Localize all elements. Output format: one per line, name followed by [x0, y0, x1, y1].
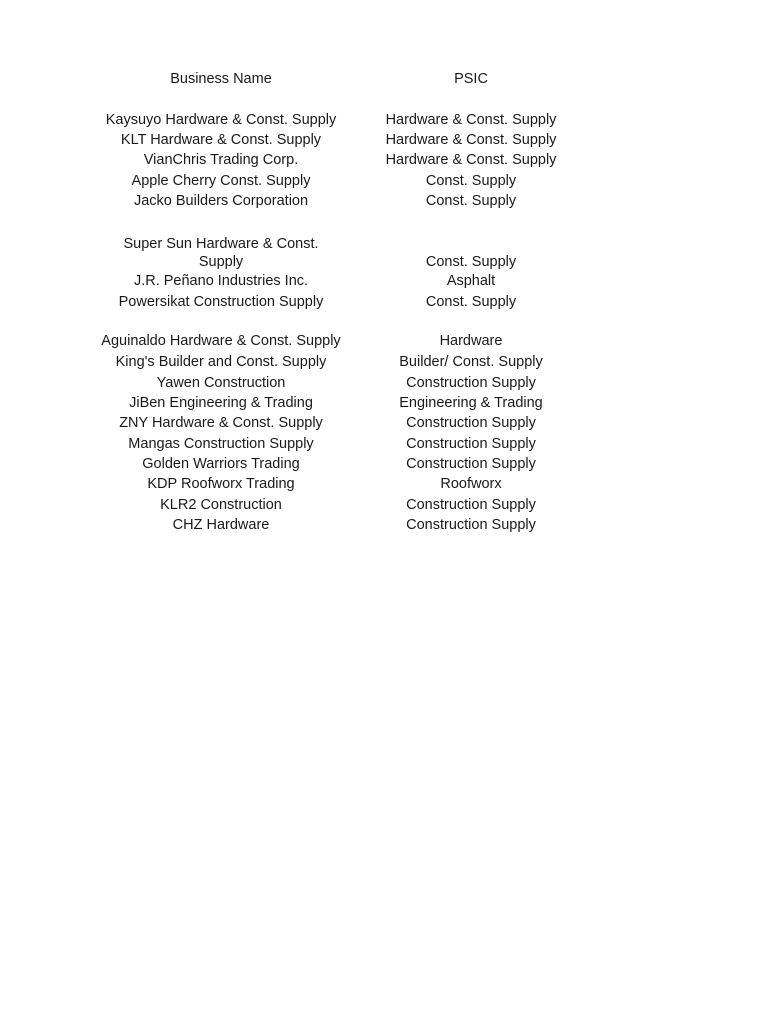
business-name-cell: KLR2 Construction — [160, 497, 282, 513]
business-name-cell: Mangas Construction Supply — [128, 436, 314, 452]
business-name-cell: VianChris Trading Corp. — [143, 152, 299, 168]
header-business-name: Business Name — [170, 71, 272, 87]
business-name-cell: KDP Roofworx Trading — [147, 476, 295, 492]
psic-cell: Const. Supply — [425, 173, 517, 189]
psic-cell: Construction Supply — [406, 517, 536, 533]
psic-cell: Hardware & Const. Supply — [385, 112, 557, 128]
psic-cell: Roofworx — [440, 476, 502, 492]
business-name-cell: Kaysuyo Hardware & Const. Supply — [105, 112, 337, 128]
business-name-cell: King's Builder and Const. Supply — [115, 354, 327, 370]
business-name-cell: ZNY Hardware & Const. Supply — [119, 415, 323, 431]
business-name-cell: JiBen Engineering & Trading — [129, 395, 313, 411]
business-name-cell: J.R. Peñano Industries Inc. — [133, 273, 309, 289]
psic-cell: Asphalt — [446, 273, 496, 289]
psic-cell: Construction Supply — [406, 456, 536, 472]
business-name-cell: Golden Warriors Trading — [142, 456, 300, 472]
psic-cell: Hardware & Const. Supply — [385, 152, 557, 168]
psic-cell: Construction Supply — [406, 375, 536, 391]
psic-cell: Hardware & Const. Supply — [385, 132, 557, 148]
business-name-cell: Yawen Construction — [156, 375, 286, 391]
psic-cell: Construction Supply — [406, 436, 536, 452]
business-name-cell: Jacko Builders Corporation — [133, 193, 309, 209]
psic-cell: Construction Supply — [406, 497, 536, 513]
psic-cell: Builder/ Const. Supply — [399, 354, 543, 370]
header-psic: PSIC — [454, 71, 488, 87]
psic-cell: Hardware — [439, 333, 503, 349]
psic-cell: Const. Supply — [425, 294, 517, 310]
business-name-cell: KLT Hardware & Const. Supply — [120, 132, 322, 148]
business-name-cell: Aguinaldo Hardware & Const. Supply — [101, 333, 341, 349]
business-name-cell: Apple Cherry Const. Supply — [131, 173, 311, 189]
psic-cell: Construction Supply — [406, 415, 536, 431]
business-name-cell: CHZ Hardware — [172, 517, 270, 533]
business-name-cell: Powersikat Construction Supply — [118, 294, 324, 310]
psic-cell: Const. Supply — [425, 254, 517, 270]
psic-cell: Engineering & Trading — [399, 395, 543, 411]
business-name-cell-line1: Super Sun Hardware & Const. — [123, 236, 319, 252]
psic-cell: Const. Supply — [425, 193, 517, 209]
business-name-cell-line2: Supply — [198, 254, 244, 270]
